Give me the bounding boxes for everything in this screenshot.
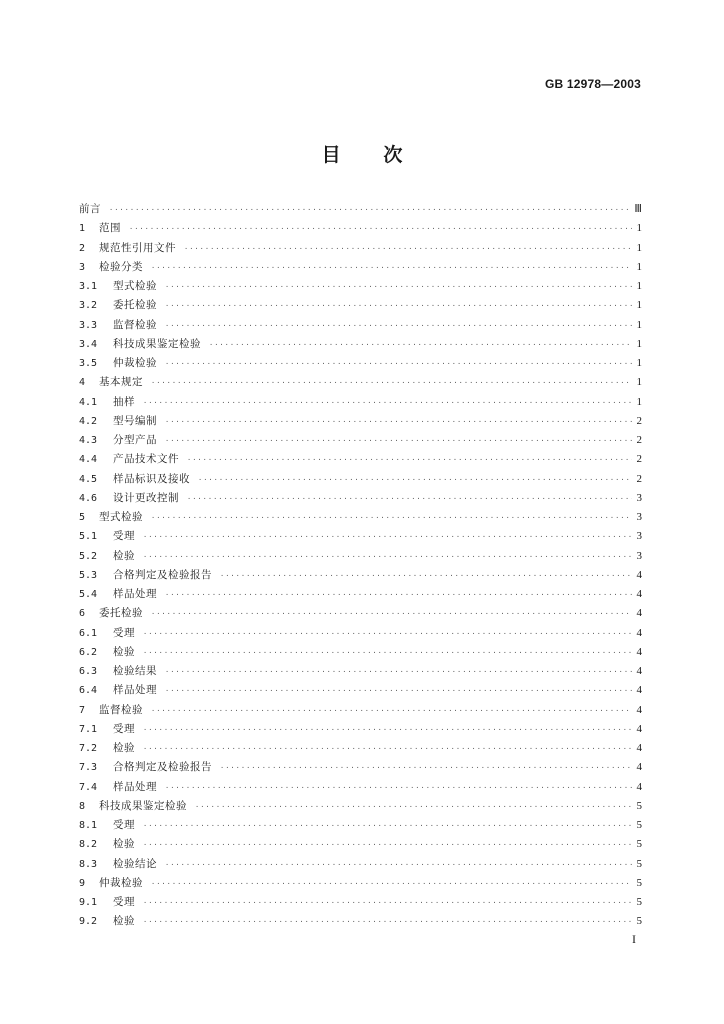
toc-entry[interactable] [79, 797, 642, 816]
toc-entry-page: 1 [636, 318, 642, 331]
toc-dot-leader [139, 528, 632, 547]
page-title [0, 140, 724, 167]
toc-entry-label: 型号编制 [113, 414, 157, 427]
toc-entry-number: 4.6 [79, 492, 98, 504]
toc-dot-leader [183, 490, 632, 509]
toc-entry-number: 5 [79, 512, 86, 523]
toc-entry-page: 4 [636, 703, 642, 716]
toc-entry[interactable] [79, 316, 642, 335]
toc-entry[interactable] [79, 239, 642, 258]
toc-dot-leader [139, 913, 632, 932]
toc-entry-number: 4.5 [79, 473, 98, 485]
toc-entry[interactable] [79, 470, 642, 489]
toc-entry-label: 科技成果鉴定检验 [99, 799, 187, 812]
toc-entry-label: 合格判定及检验报告 [113, 761, 212, 774]
toc-dot-leader [161, 413, 632, 432]
toc-entry-label: 检验 [113, 742, 135, 754]
toc-entry-number: 3 [79, 261, 86, 273]
toc-dot-leader [161, 278, 632, 297]
toc-entry-page: 1 [636, 357, 642, 369]
toc-entry-label: 范围 [99, 222, 121, 235]
toc-entry-number: 8.2 [79, 839, 98, 851]
toc-entry-number: 4.1 [79, 396, 98, 408]
toc-entry-number: 7.3 [79, 762, 98, 774]
toc-dot-leader [180, 240, 632, 259]
toc-entry-page: 4 [636, 761, 642, 774]
toc-entry-number: 3.1 [79, 281, 98, 292]
toc-entry[interactable] [79, 758, 642, 777]
toc-dot-leader [139, 644, 632, 663]
toc-entry[interactable] [79, 219, 642, 238]
toc-entry[interactable] [79, 874, 642, 893]
toc-entry-label: 受理 [113, 626, 135, 639]
toc-entry-number: 7.1 [79, 723, 98, 735]
toc-dot-leader [139, 625, 632, 644]
toc-entry-label: 样品处理 [113, 588, 157, 600]
toc-dot-leader [191, 798, 632, 817]
toc-entry[interactable] [79, 855, 642, 874]
toc-entry-label: 检验 [113, 838, 135, 851]
toc-entry[interactable] [79, 412, 642, 431]
toc-entry-label: 前言 [79, 203, 101, 215]
toc-dot-leader [161, 779, 632, 798]
toc-entry[interactable] [79, 277, 642, 296]
toc-entry[interactable] [79, 662, 642, 681]
toc-entry-label: 仲裁检验 [99, 876, 143, 889]
toc-entry-number: 5.4 [79, 589, 98, 600]
toc-entry-number: 1 [79, 223, 86, 235]
toc-entry-number: 5.3 [79, 569, 98, 581]
toc-entry[interactable] [79, 778, 642, 797]
toc-entry-page: 5 [636, 915, 642, 928]
toc-entry[interactable] [79, 200, 642, 219]
toc-entry[interactable] [79, 258, 642, 277]
toc-entry[interactable] [79, 489, 642, 508]
toc-entry-number: 4 [79, 377, 86, 389]
toc-entry-page: 4 [636, 607, 642, 620]
toc-entry-label: 分型产品 [113, 434, 157, 446]
table-of-contents [79, 200, 642, 932]
toc-entry-label: 仲裁检验 [113, 357, 157, 369]
toc-entry[interactable] [79, 335, 642, 354]
toc-entry-page: 2 [636, 434, 642, 446]
toc-entry-page: 4 [636, 588, 642, 600]
toc-entry-label: 样品处理 [113, 684, 157, 697]
toc-entry-page: 1 [636, 337, 642, 350]
toc-entry-label: 受理 [113, 819, 135, 831]
toc-entry-page: 4 [636, 722, 642, 735]
toc-entry-label: 设计更改控制 [113, 491, 179, 504]
title-char-2: 次 [383, 144, 403, 166]
toc-entry[interactable] [79, 643, 642, 662]
toc-entry-page: 1 [636, 260, 642, 273]
toc-entry[interactable] [79, 701, 642, 720]
toc-entry-number: 7.2 [79, 743, 98, 754]
toc-entry-number: 4.3 [79, 435, 98, 446]
toc-entry[interactable] [79, 450, 642, 469]
toc-entry[interactable] [79, 527, 642, 546]
toc-dot-leader [139, 740, 632, 759]
toc-entry[interactable] [79, 681, 642, 700]
toc-entry-number: 3.4 [79, 338, 98, 350]
toc-entry-number: 6.4 [79, 685, 98, 697]
toc-entry-label: 监督检验 [99, 703, 143, 716]
toc-entry-page: 4 [636, 626, 642, 639]
toc-entry-label: 基本规定 [99, 376, 143, 389]
toc-entry-number: 3.5 [79, 358, 98, 369]
toc-dot-leader [161, 586, 632, 605]
toc-entry-page: 2 [636, 472, 642, 485]
toc-entry[interactable] [79, 393, 642, 412]
toc-entry[interactable] [79, 547, 642, 566]
toc-entry-label: 受理 [113, 722, 135, 735]
toc-entry-label: 合格判定及检验报告 [113, 568, 212, 581]
toc-entry-page: 3 [636, 549, 642, 562]
toc-entry-number: 6.3 [79, 666, 98, 677]
toc-dot-leader [139, 817, 632, 836]
toc-entry[interactable] [79, 431, 642, 450]
toc-entry-number: 3.3 [79, 319, 98, 331]
toc-dot-leader [161, 297, 632, 316]
toc-entry-number: 6.2 [79, 646, 98, 658]
toc-entry-number: 7.4 [79, 781, 98, 793]
toc-entry-page: 1 [636, 376, 642, 389]
toc-dot-leader [161, 355, 632, 374]
toc-entry-page: 3 [636, 530, 642, 543]
toc-entry-label: 科技成果鉴定检验 [113, 337, 201, 350]
page-number: I [632, 932, 636, 946]
toc-entry-number: 5.1 [79, 531, 98, 543]
toc-entry-label: 检验结果 [113, 665, 157, 677]
title-char-1: 目 [321, 144, 341, 166]
toc-entry-label: 抽样 [113, 395, 135, 408]
toc-entry-page: 4 [636, 568, 642, 581]
toc-entry-page: 4 [636, 684, 642, 697]
toc-entry-number: 7 [79, 704, 86, 716]
toc-dot-leader [161, 317, 632, 336]
toc-entry-page: 3 [636, 491, 642, 504]
toc-entry-page: 1 [636, 241, 642, 254]
toc-dot-leader [139, 836, 632, 855]
toc-entry[interactable] [79, 373, 642, 392]
toc-entry[interactable] [79, 816, 642, 835]
toc-entry-label: 委托检验 [113, 299, 157, 312]
toc-dot-leader [147, 702, 632, 721]
toc-dot-leader [147, 509, 632, 528]
toc-entry-label: 检验 [113, 549, 135, 562]
toc-dot-leader [147, 605, 632, 624]
toc-entry-number: 4.2 [79, 415, 98, 427]
toc-entry-number: 9 [79, 877, 86, 889]
toc-entry-page: 5 [636, 896, 642, 908]
toc-dot-leader [147, 875, 632, 894]
toc-entry-page: 4 [636, 645, 642, 658]
toc-entry-page: 5 [636, 799, 642, 812]
toc-entry-page: 3 [636, 511, 642, 523]
toc-entry-label: 检验结论 [113, 857, 157, 870]
toc-entry-number: 3.2 [79, 300, 98, 312]
toc-entry-number: 6 [79, 608, 86, 620]
toc-dot-leader [216, 759, 632, 778]
toc-entry-label: 规范性引用文件 [99, 241, 176, 254]
toc-entry[interactable] [79, 604, 642, 623]
toc-entry-label: 型式检验 [99, 511, 143, 523]
toc-dot-leader [139, 548, 632, 567]
toc-entry[interactable] [79, 585, 642, 604]
toc-entry-label: 检验分类 [99, 260, 143, 273]
toc-dot-leader [139, 721, 632, 740]
toc-entry[interactable] [79, 296, 642, 315]
toc-entry[interactable] [79, 354, 642, 373]
toc-entry-page: 1 [636, 395, 642, 408]
toc-dot-leader [105, 201, 632, 220]
toc-entry-label: 样品标识及接收 [113, 472, 190, 485]
toc-entry[interactable] [79, 835, 642, 854]
toc-entry[interactable] [79, 508, 642, 527]
toc-dot-leader [216, 567, 632, 586]
toc-dot-leader [194, 471, 632, 490]
toc-entry-page: 2 [636, 453, 642, 466]
toc-entry-page: 4 [636, 780, 642, 793]
toc-entry-page: 4 [636, 665, 642, 677]
toc-entry-label: 检验 [113, 915, 135, 928]
toc-entry[interactable] [79, 912, 642, 931]
toc-dot-leader [161, 432, 632, 451]
toc-entry-label: 受理 [113, 530, 135, 543]
toc-entry-number: 8.3 [79, 858, 98, 870]
toc-dot-leader [161, 856, 632, 875]
toc-entry-label: 型式检验 [113, 280, 157, 292]
toc-entry-number: 8 [79, 800, 86, 812]
toc-dot-leader [205, 336, 632, 355]
toc-entry-number: 2 [79, 242, 86, 254]
toc-entry-page: 5 [636, 819, 642, 831]
toc-entry-label: 受理 [113, 896, 135, 908]
toc-entry-label: 监督检验 [113, 318, 157, 331]
toc-entry-page: 4 [636, 742, 642, 754]
toc-entry-page: 1 [636, 222, 642, 235]
toc-dot-leader [161, 682, 632, 701]
toc-entry-page: 2 [636, 414, 642, 427]
toc-entry[interactable] [79, 624, 642, 643]
toc-entry[interactable] [79, 720, 642, 739]
toc-entry[interactable] [79, 566, 642, 585]
toc-entry-page: 1 [636, 280, 642, 292]
toc-entry-label: 检验 [113, 645, 135, 658]
toc-dot-leader [139, 894, 632, 913]
toc-entry-number: 4.4 [79, 454, 98, 466]
toc-dot-leader [125, 220, 632, 239]
toc-dot-leader [183, 451, 632, 470]
toc-dot-leader [161, 663, 632, 682]
toc-entry-number: 5.2 [79, 550, 98, 562]
toc-dot-leader [147, 259, 632, 278]
toc-entry-number: 8.1 [79, 820, 98, 831]
toc-entry-page: 5 [636, 838, 642, 851]
toc-entry-label: 产品技术文件 [113, 453, 179, 466]
toc-entry-page: 5 [636, 876, 642, 889]
toc-entry-page: 1 [636, 299, 642, 312]
standard-code: GB 12978—2003 [545, 77, 641, 91]
toc-entry-page: 5 [636, 857, 642, 870]
toc-entry-page: Ⅲ [634, 203, 642, 215]
toc-entry[interactable] [79, 739, 642, 758]
toc-entry[interactable] [79, 893, 642, 912]
toc-entry-label: 样品处理 [113, 780, 157, 793]
toc-entry-label: 委托检验 [99, 607, 143, 620]
toc-entry-number: 9.2 [79, 916, 98, 928]
toc-dot-leader [139, 394, 632, 413]
toc-dot-leader [147, 374, 632, 393]
toc-entry-number: 9.1 [79, 897, 98, 908]
toc-entry-number: 6.1 [79, 627, 98, 639]
